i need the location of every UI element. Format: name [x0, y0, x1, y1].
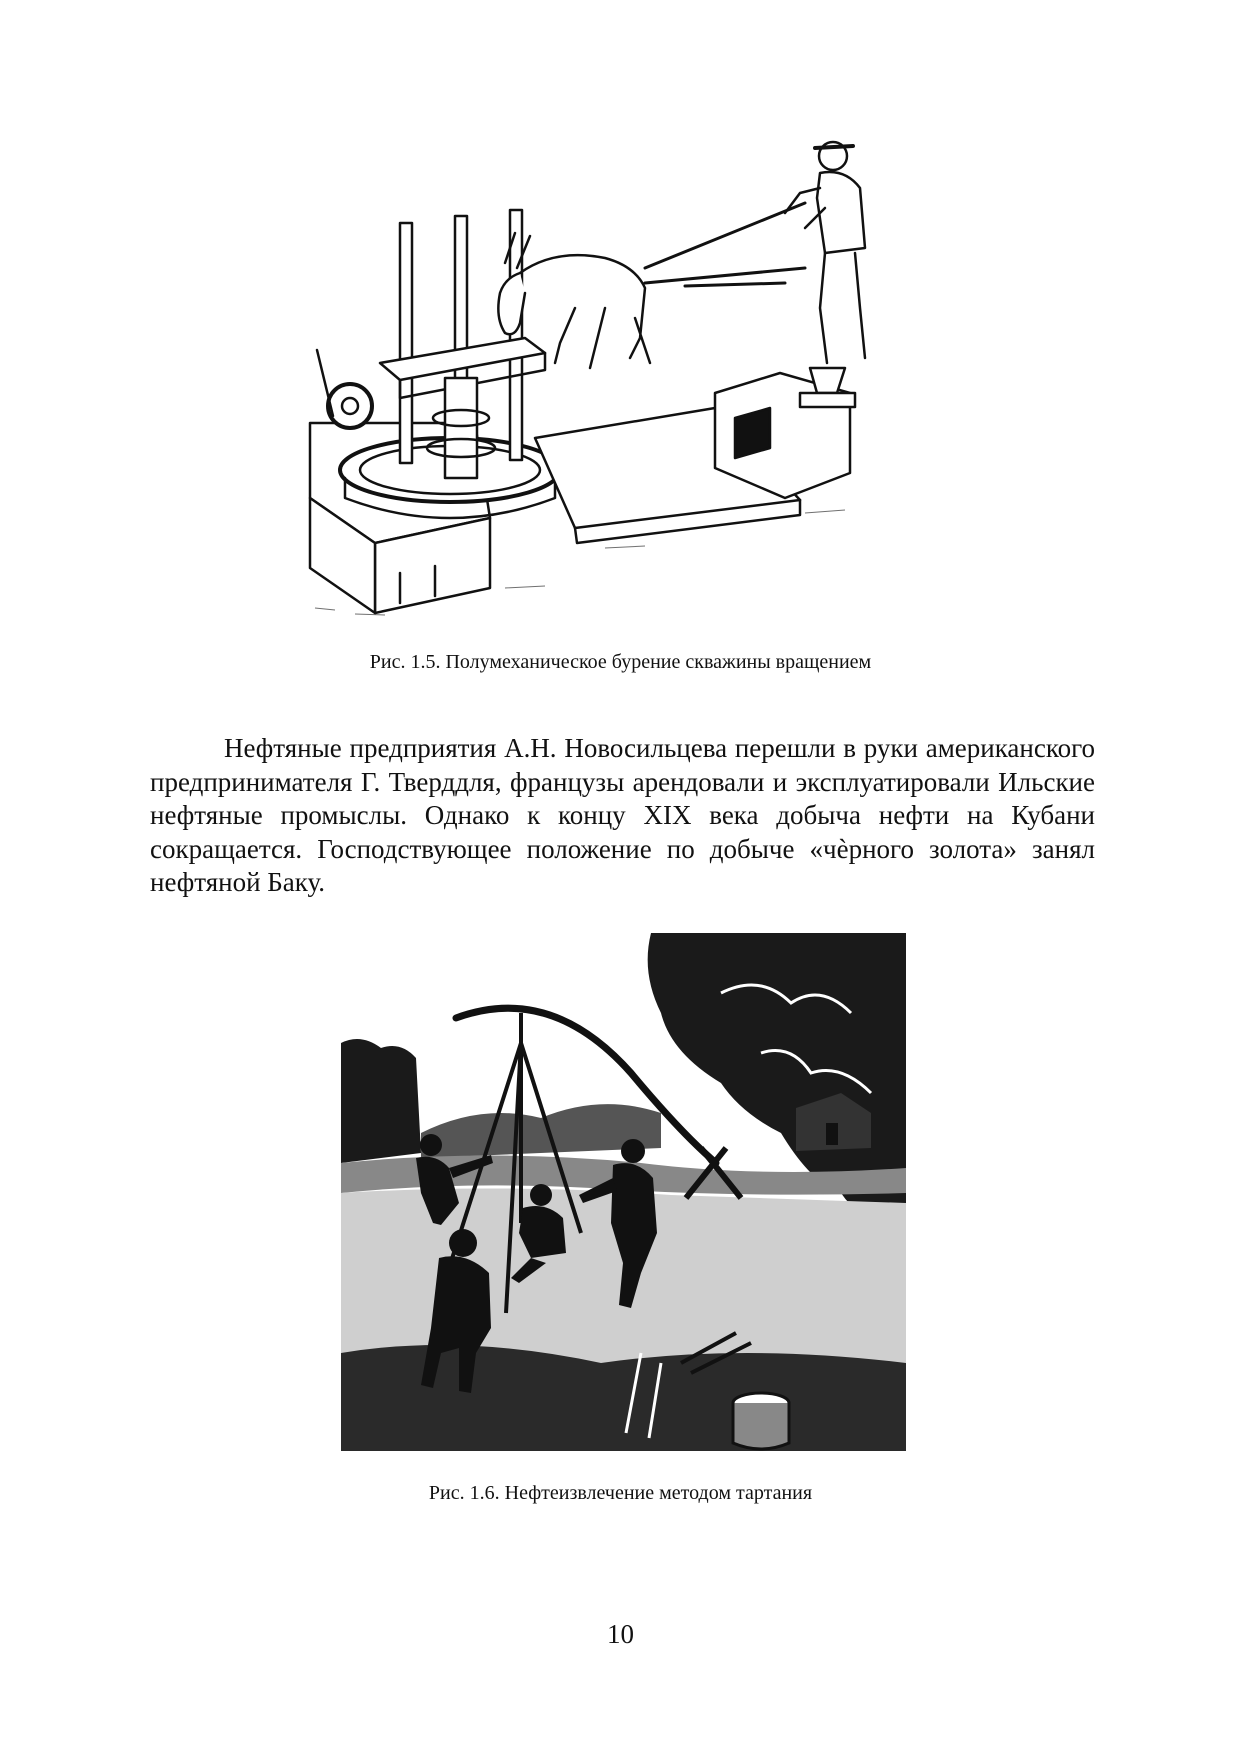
page-number: 10 — [607, 1619, 634, 1649]
figure-1-6-caption: Рис. 1.6. Нефтеизвлечение методом тартания — [428, 1482, 813, 1504]
body-paragraph-text: Нефтяные предприятия А.Н. Новосильцева перешли в руки американского предпринимателя Г. Тверддля, французы арендовали и эксплуатировали Ильские нефтяные промыслы. Однако к концу XIX века добыча нефти на Кубани сокращается. Господствующее положение по добыче «чѐрного золота» занял нефтяной Баку. — [150, 733, 1095, 897]
body-paragraph — [150, 732, 1095, 900]
figure-1-5-caption: Рис. 1.5. Полумеханическое бурение скважины вращением — [369, 651, 872, 673]
figure-1-6-illustration — [341, 933, 906, 1451]
figure-1-5-illustration — [305, 118, 930, 620]
